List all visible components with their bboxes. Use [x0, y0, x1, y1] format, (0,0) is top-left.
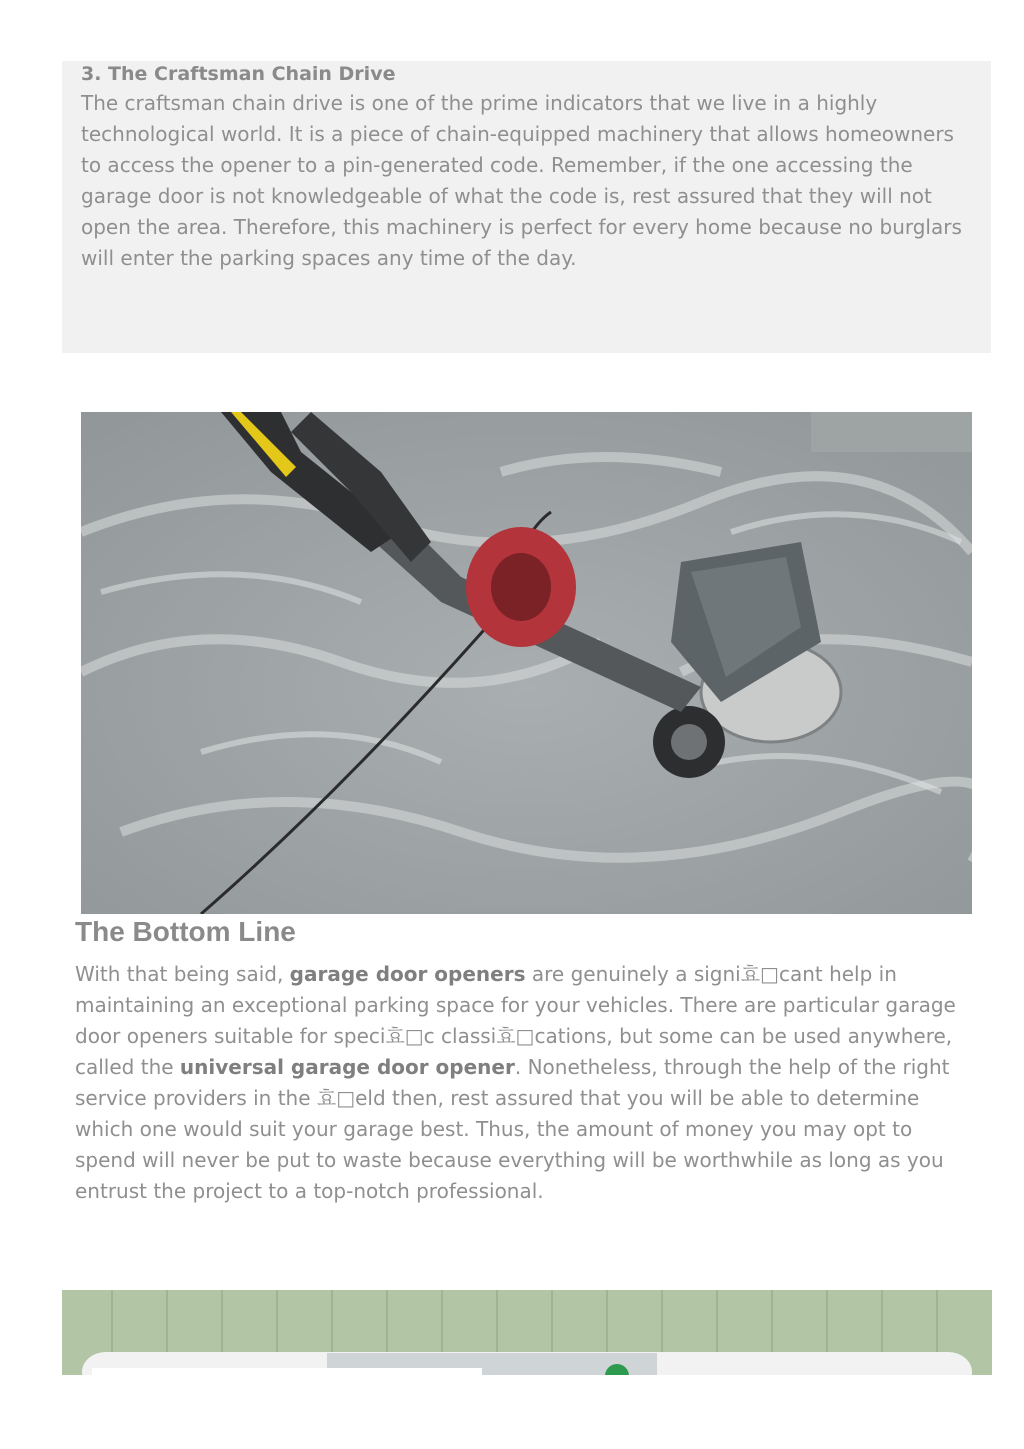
section-body: The craftsman chain drive is one of the prime indicators that we live in a highly technological world. It is a piece of chain-equipped machinery that allows homeowners to access the opener to a pin-generated code. Remember, if the one accessing the garage door is not knowledgeable of what the code is, rest assured that they will not open the area. Therefore, this machinery is perfect for every home because no burglars will enter the parking spaces any time of the day. — [81, 91, 962, 270]
bottom-text-3: . Nonetheless, through the help of the right service providers in the 효□eld then, rest assured that you will be able to determine which one would suit your garage best. Thus, the amount of money you may opt to spend will never be put to waste because everything will be worthwhile as long as you entrust the project to a top-notch professional. — [75, 1055, 950, 1203]
universal-opener-link-text: universal garage door opener — [179, 1055, 515, 1079]
bottom-text-1: With that being said, — [75, 962, 290, 986]
floor-grinder-photo — [81, 412, 972, 914]
bottom-line-body — [75, 959, 975, 1207]
bottom-text-2: are genuinely a signi효□cant help in maintaining an exceptional parking space for your vehicles. There are particular garage door openers suitable for speci효□c classi효□cations, but some can be used anywhere, called the — [75, 962, 956, 1079]
bottom-line-title: The Bottom Line — [75, 916, 296, 947]
section-heading: 3. The Craftsman Chain Drive — [81, 63, 396, 85]
garage-door-openers-link-text: garage door openers — [289, 962, 526, 986]
garage-photo — [62, 1290, 992, 1375]
